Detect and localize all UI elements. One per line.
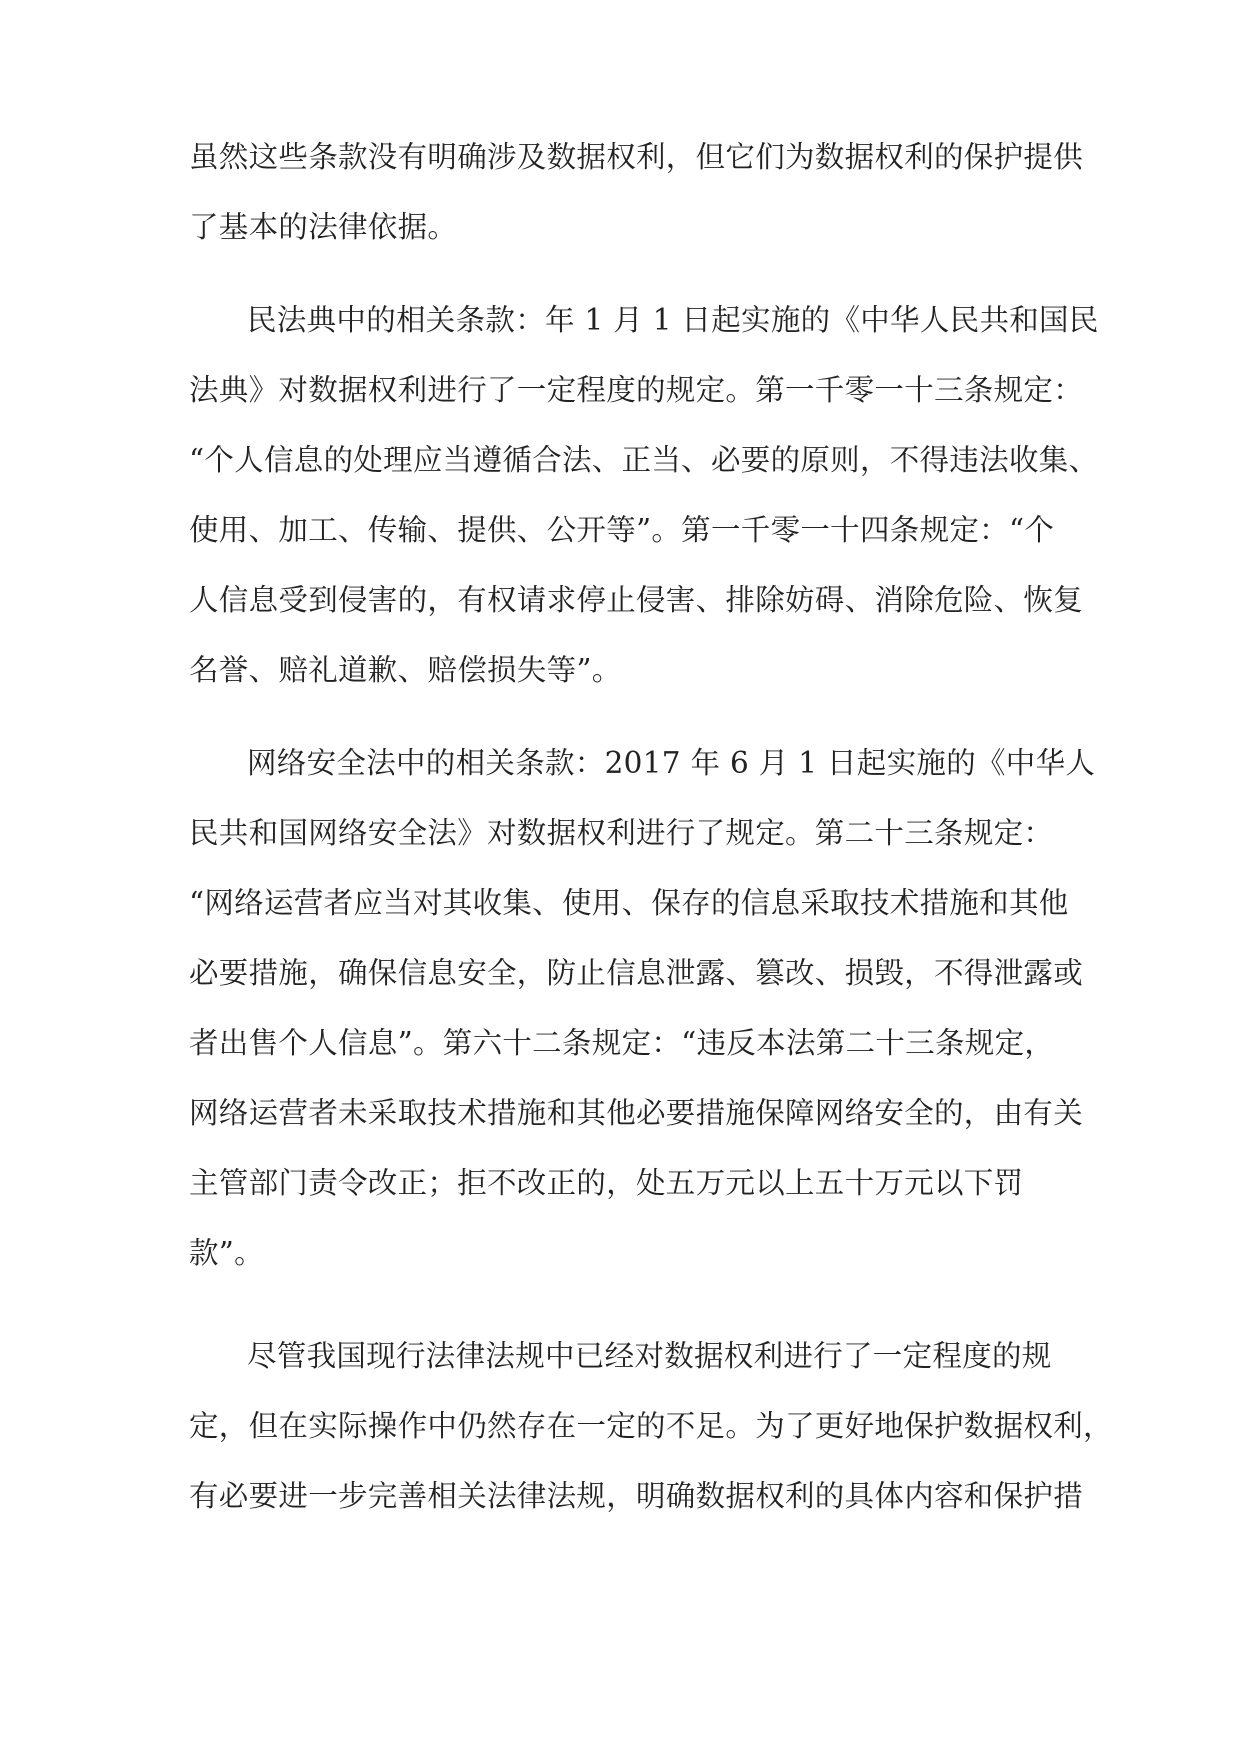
paragraph-line: 网络安全法中的相关条款：2017 年 6 月 1 日起实施的《中华人	[247, 746, 1096, 780]
paragraph-line: 虽然这些条款没有明确涉及数据权利，但它们为数据权利的保护提供	[189, 140, 1084, 174]
paragraph-line: 名誉、赔礼道歉、赔偿损失等”。	[189, 653, 622, 687]
paragraph-line: 款”。	[189, 1236, 264, 1270]
paragraph-line: 了基本的法律依据。	[189, 210, 458, 244]
paragraph-line: 民共和国网络安全法》对数据权利进行了规定。第二十三条规定：	[189, 816, 1054, 850]
paragraph-line: 法典》对数据权利进行了一定程度的规定。第一千零一十三条规定：	[189, 373, 1084, 407]
paragraph-line: 民法典中的相关条款：年 1 月 1 日起实施的《中华人民共和国民	[247, 303, 1099, 337]
paragraph-line: 主管部门责令改正；拒不改正的，处五万元以上五十万元以下罚	[189, 1166, 1024, 1200]
paragraph-line: “个人信息的处理应当遵循合法、正当、必要的原则，不得违法收集、	[189, 443, 1099, 477]
paragraph-line: 有必要进一步完善相关法律法规，明确数据权利的具体内容和保护措	[189, 1479, 1084, 1513]
paragraph-line: 定，但在实际操作中仍然存在一定的不足。为了更好地保护数据权利，	[189, 1409, 1113, 1443]
paragraph-line: 网络运营者未采取技术措施和其他必要措施保障网络安全的，由有关	[189, 1096, 1084, 1130]
paragraph-line: “网络运营者应当对其收集、使用、保存的信息采取技术措施和其他	[189, 886, 1069, 920]
paragraph-line: 人信息受到侵害的，有权请求停止侵害、排除妨碍、消除危险、恢复	[189, 583, 1084, 617]
paragraph-line: 使用、加工、传输、提供、公开等”。第一千零一十四条规定：“个	[189, 513, 1055, 547]
paragraph-line: 者出售个人信息”。第六十二条规定：“违反本法第二十三条规定，	[189, 1026, 1055, 1060]
paragraph-line: 尽管我国现行法律法规中已经对数据权利进行了一定程度的规	[247, 1339, 1052, 1373]
paragraph-line: 必要措施，确保信息安全，防止信息泄露、篡改、损毁，不得泄露或	[189, 956, 1084, 990]
